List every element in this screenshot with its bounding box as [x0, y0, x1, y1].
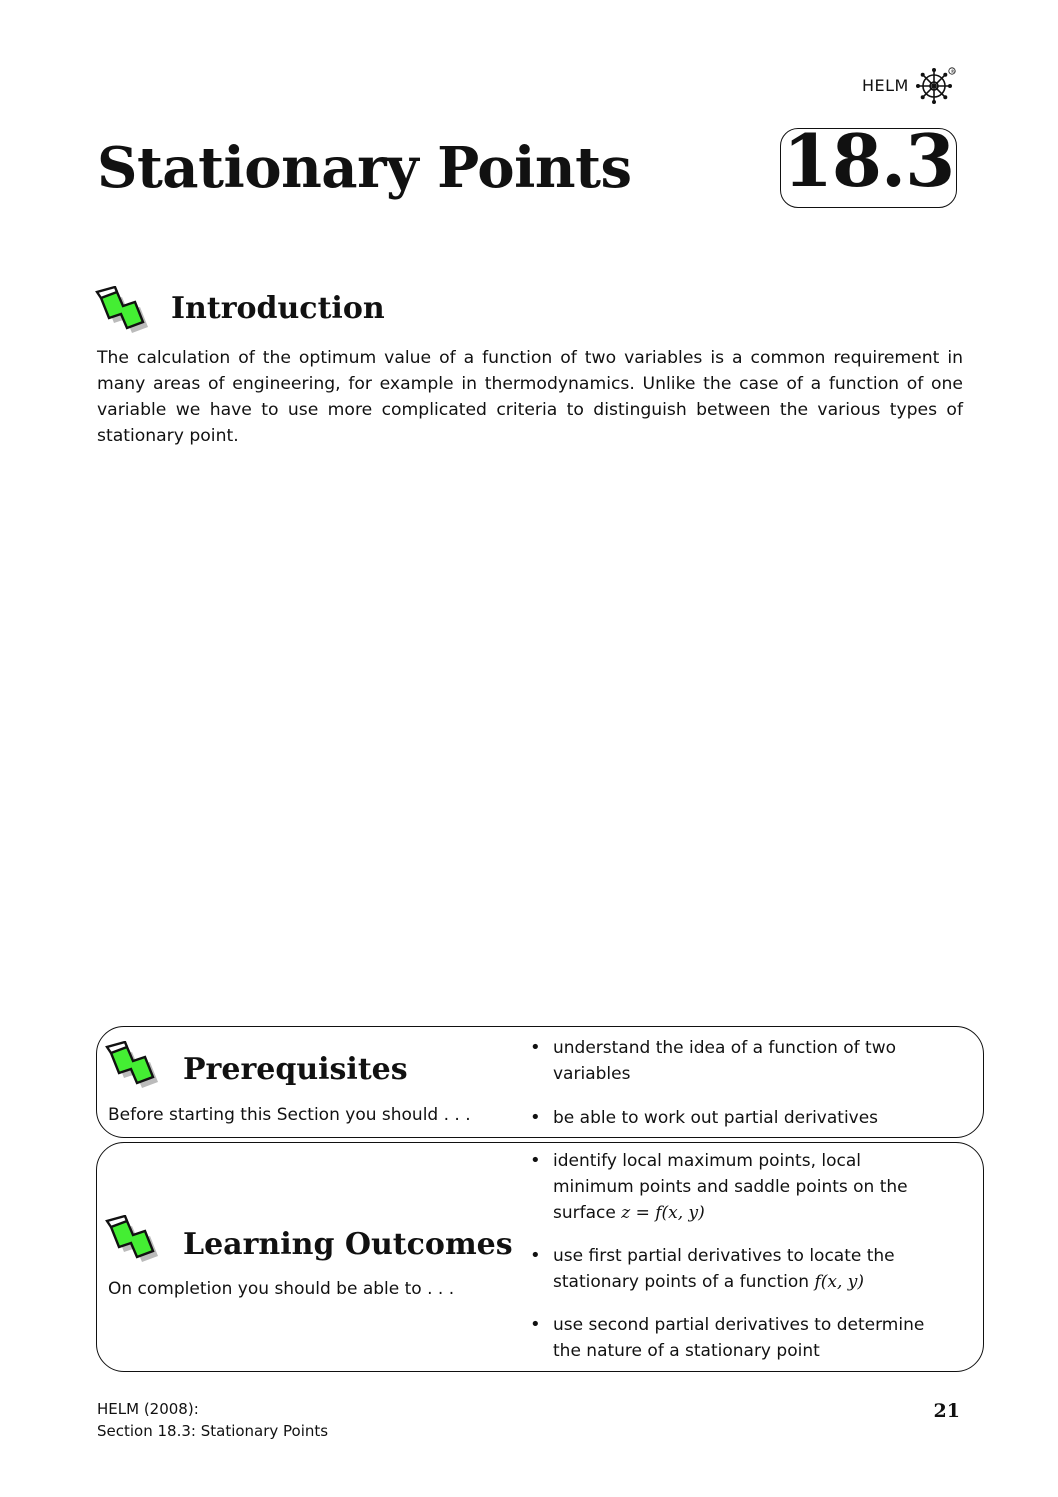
section-number-badge — [780, 118, 957, 208]
logo-text: HELM — [862, 76, 909, 95]
prerequisites-heading: Prerequisites — [183, 1052, 408, 1087]
list-item: • be able to work out partial derivatives — [530, 1105, 930, 1131]
arrow-icon — [105, 1215, 161, 1265]
section-number: 18.3 — [782, 118, 955, 203]
list-item-math: f(x, y) — [814, 1272, 865, 1292]
list-item: • understand the idea of a function of two variables — [530, 1035, 930, 1087]
footer-source: HELM (2008): — [97, 1400, 199, 1418]
page-title: Stationary Points — [97, 135, 632, 201]
ship-wheel-icon — [916, 66, 958, 104]
footer — [97, 1398, 328, 1442]
list-item-math: z = f(x, y) — [621, 1203, 705, 1223]
list-item-text: use second partial derivatives to determine the nature of a stationary point — [553, 1315, 925, 1361]
learning-outcomes-heading: Learning Outcomes — [183, 1227, 513, 1262]
prerequisites-box — [96, 1026, 984, 1138]
list-item — [530, 1148, 930, 1226]
arrow-icon — [95, 286, 151, 336]
learning-outcomes-list — [530, 1148, 930, 1364]
prerequisites-subtitle: Before starting this Section you should . . . — [108, 1105, 471, 1125]
registered-mark: ® — [950, 69, 955, 75]
arrow-icon — [105, 1041, 161, 1091]
learning-outcomes-subtitle: On completion you should be able to . . . — [108, 1279, 455, 1299]
list-item — [530, 1312, 930, 1364]
list-item-text: identify local maximum points, local minimum points and saddle points on the surface — [553, 1151, 908, 1223]
page-number: 21 — [933, 1400, 960, 1422]
learning-outcomes-box — [96, 1142, 984, 1372]
list-item — [530, 1243, 930, 1295]
prerequisites-list — [530, 1035, 930, 1131]
introduction-heading: Introduction — [171, 291, 385, 326]
helm-logo — [862, 64, 962, 104]
introduction-text: The calculation of the optimum value of a function of two variables is a common requirement in many areas of engineering, for example in thermodynamics. Unlike the case of a function of one variable we have to use more complicated criteria to distinguish between the various types of stationary point. — [97, 348, 963, 446]
list-item-text: use first partial derivatives to locate the stationary points of a function — [553, 1246, 895, 1292]
footer-section: Section 18.3: Stationary Points — [97, 1422, 329, 1440]
